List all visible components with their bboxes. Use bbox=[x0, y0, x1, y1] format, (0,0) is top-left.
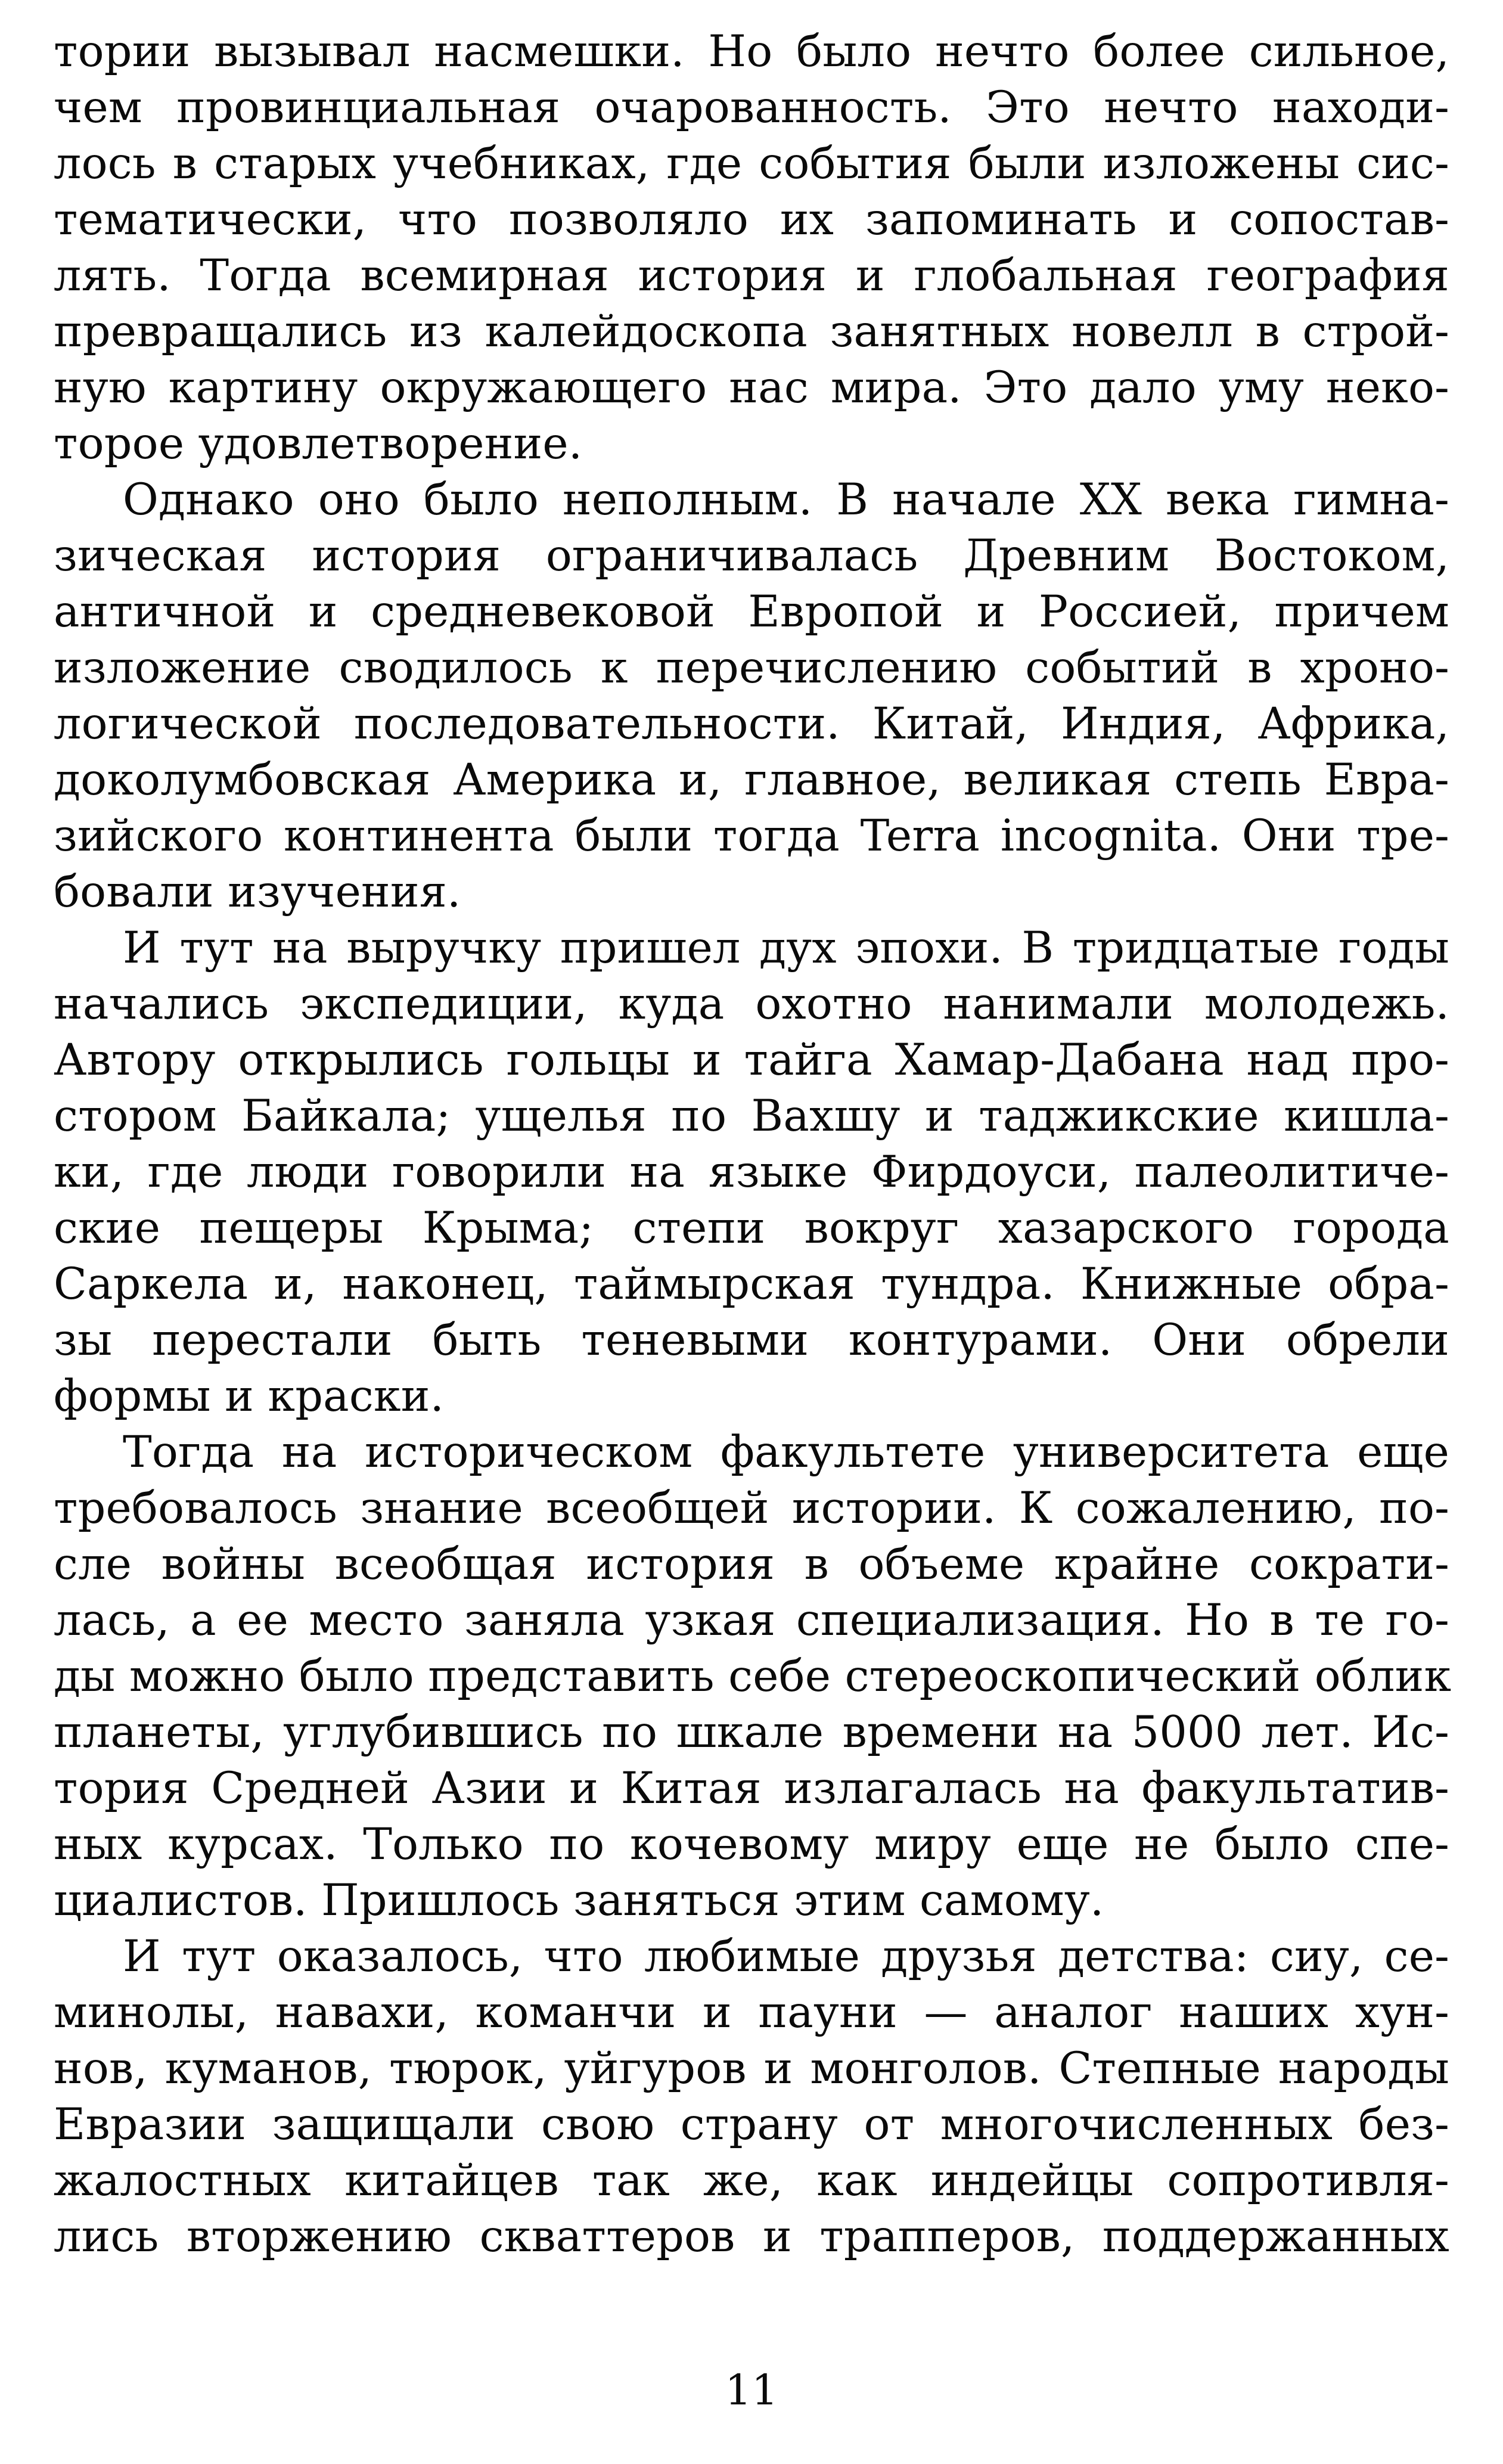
text-line: тематически, что позволяло их запоминать и сопостав- bbox=[54, 194, 1449, 245]
text-line: Однако оно было неполным. В начале XX века гимна- bbox=[123, 474, 1449, 525]
book-page bbox=[54, 24, 1452, 2426]
text-line: Евразии защищали свою страну от многочисленных без- bbox=[54, 2099, 1449, 2150]
text-line: Саркела и, наконец, таймырская тундра. Книжные обра- bbox=[54, 1259, 1449, 1309]
text-line: торое удовлетворение. bbox=[54, 418, 583, 469]
text-line: античной и средневековой Европой и Россией, причем bbox=[54, 586, 1449, 637]
text-line: Тогда на историческом факультете университета еще bbox=[123, 1427, 1449, 1478]
text-line: изложение сводилось к перечислению событий в хроно- bbox=[54, 643, 1449, 693]
text-line: сле войны всеобщая история в объеме крайне сократи- bbox=[54, 1539, 1449, 1590]
text-line: чем провинциальная очарованность. Это нечто находи- bbox=[54, 82, 1449, 133]
text-line: планеты, углубившись по шкале времени на 5000 лет. Ис- bbox=[54, 1707, 1449, 1758]
text-line: тории вызывал насмешки. Но было нечто более сильное, bbox=[54, 26, 1449, 77]
page-number: 11 bbox=[725, 2366, 778, 2415]
text-line: ную картину окружающего нас мира. Это дало уму неко- bbox=[54, 362, 1449, 413]
text-line: Автору открылись гольцы и тайга Хамар-Дабана над про- bbox=[54, 1035, 1449, 1085]
text-line: зийского континента были тогда Terra incognita. Они тре- bbox=[54, 811, 1449, 861]
text-line: нов, куманов, тюрок, уйгуров и монголов. Степные народы bbox=[54, 2043, 1449, 2094]
text-line: лись вторжению скваттеров и трапперов, поддержанных bbox=[54, 2211, 1449, 2262]
text-line: жалостных китайцев так же, как индейцы сопротивля- bbox=[54, 2155, 1449, 2206]
text-line: тория Средней Азии и Китая излагалась на факультатив- bbox=[54, 1763, 1449, 1814]
text-line: требовалось знание всеобщей истории. К сожалению, по- bbox=[54, 1483, 1449, 1534]
text-line: стором Байкала; ущелья по Вахшу и таджикские кишла- bbox=[54, 1091, 1449, 1141]
text-line: формы и краски. bbox=[54, 1371, 445, 1422]
text-line: ных курсах. Только по кочевому миру еще не было спе- bbox=[54, 1819, 1449, 1870]
text-line: доколумбовская Америка и, главное, великая степь Евра- bbox=[54, 755, 1449, 805]
text-line: зическая история ограничивалась Древним Востоком, bbox=[54, 530, 1449, 581]
text-line: ские пещеры Крыма; степи вокруг хазарского города bbox=[54, 1203, 1449, 1253]
body-text bbox=[54, 24, 1452, 2265]
text-line: начались экспедиции, куда охотно нанимали молодежь. bbox=[54, 979, 1449, 1029]
text-line: бовали изучения. bbox=[54, 867, 461, 917]
text-line: циалистов. Пришлось заняться этим самому. bbox=[54, 1875, 1104, 1926]
text-line: ки, где люди говорили на языке Фирдоуси, палеолитиче- bbox=[54, 1147, 1449, 1197]
text-line: зы перестали быть теневыми контурами. Они обрели bbox=[54, 1315, 1449, 1366]
text-line: И тут на выручку пришел дух эпохи. В тридцатые годы bbox=[123, 923, 1449, 973]
text-line: И тут оказалось, что любимые друзья детства: сиу, се- bbox=[123, 1931, 1449, 1982]
text-line: превращались из калейдоскопа занятных новелл в строй- bbox=[54, 306, 1449, 357]
text-line: логической последовательности. Китай, Индия, Африка, bbox=[54, 699, 1449, 749]
text-line: минолы, навахи, команчи и пауни — аналог наших хун- bbox=[54, 1987, 1449, 2038]
text-line: лась, а ее место заняла узкая специализация. Но в те го- bbox=[54, 1595, 1449, 1646]
text-line: ды можно было представить себе стереоскопический облик bbox=[54, 1651, 1452, 1702]
text-line: лось в старых учебниках, где события были изложены сис- bbox=[54, 138, 1449, 189]
text-line: лять. Тогда всемирная история и глобальная география bbox=[54, 250, 1449, 301]
